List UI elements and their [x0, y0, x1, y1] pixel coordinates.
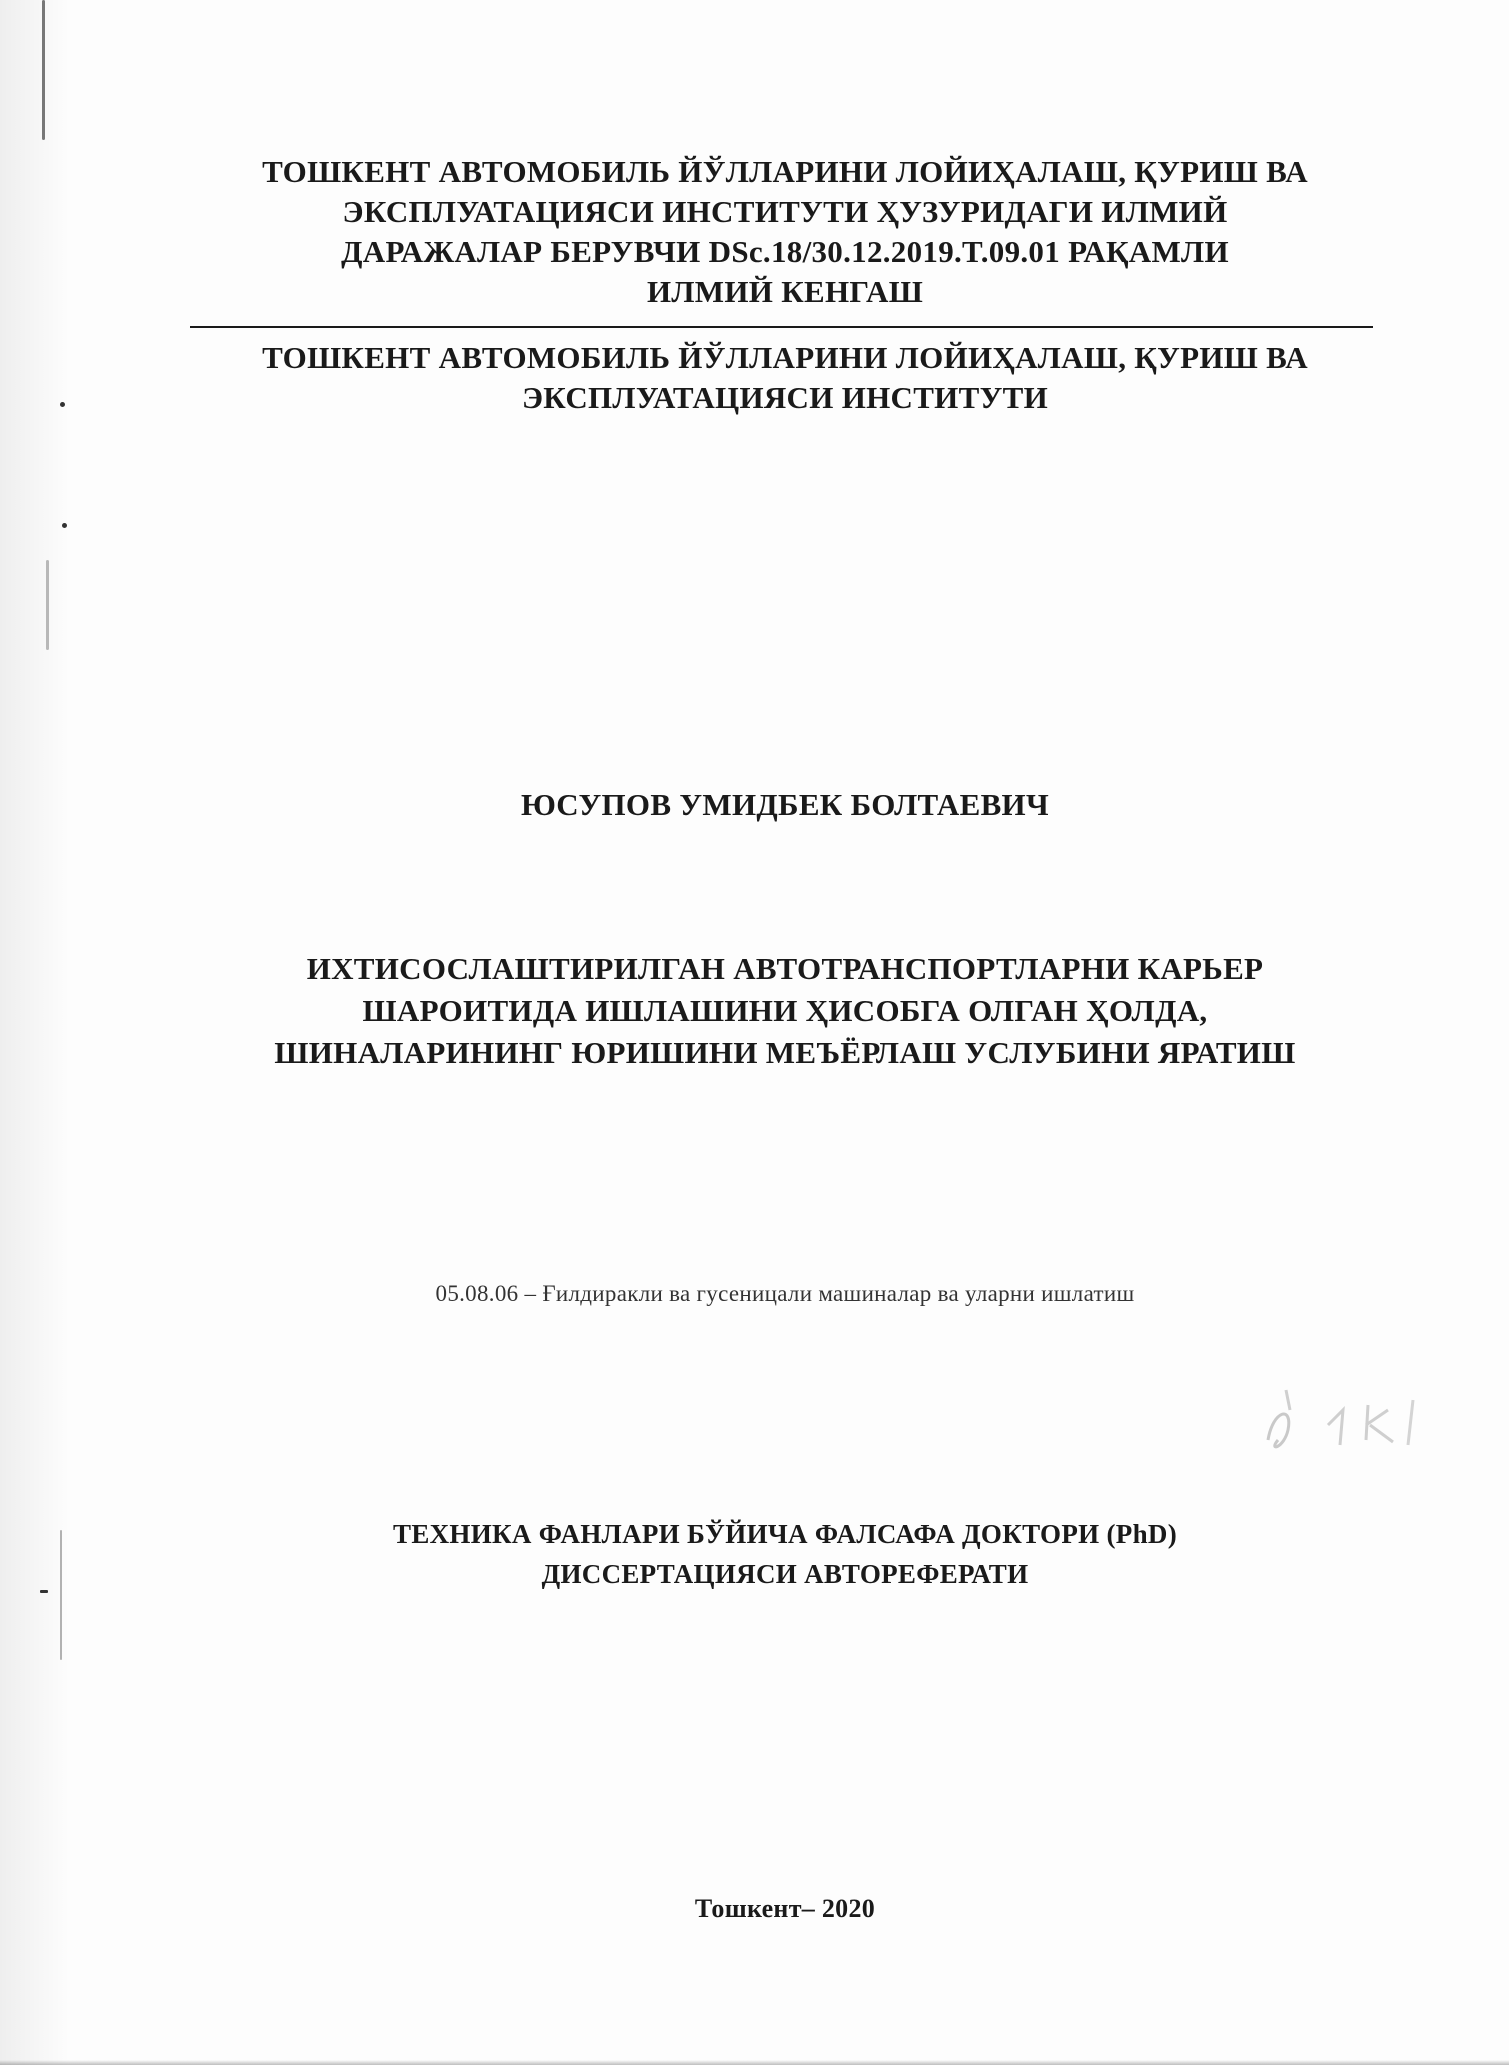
- title-line: ШАРОИТИДА ИШЛАШИНИ ҲИСОБГА ОЛГАН ҲОЛДА,: [362, 993, 1208, 1028]
- institute-heading: [190, 338, 1380, 418]
- scan-edge-shadow: [0, 0, 70, 2065]
- title-line: ШИНАЛАРИНИНГ ЮРИШИНИ МЕЪЁРЛАШ УСЛУБИНИ ЯРАТИШ: [274, 1035, 1296, 1070]
- scan-bottom-edge: [0, 2060, 1509, 2065]
- degree-heading: [190, 1514, 1380, 1594]
- council-line: ЭКСПЛУАТАЦИЯСИ ИНСТИТУТИ ҲУЗУРИДАГИ ИЛМИЙ: [342, 194, 1228, 229]
- scan-speck: [62, 523, 67, 528]
- scientific-council-heading: [190, 152, 1380, 312]
- degree-line: ДИССЕРТАЦИЯСИ АВТОРЕФЕРАТИ: [541, 1559, 1029, 1589]
- council-line: ИЛМИЙ КЕНГАШ: [646, 274, 924, 309]
- scan-edge-mark: [46, 560, 49, 650]
- scan-speck: [40, 1590, 48, 1593]
- council-line: ТОШКЕНТ АВТОМОБИЛЬ ЙЎЛЛАРИНИ ЛОЙИҲАЛАШ, ҚУРИШ ВА: [262, 154, 1308, 189]
- city-year: Тошкент– 2020: [694, 1894, 876, 1923]
- dissertation-title: [190, 948, 1380, 1074]
- scan-edge-mark: [42, 0, 45, 140]
- institute-line: ТОШКЕНТ АВТОМОБИЛЬ ЙЎЛЛАРИНИ ЛОЙИҲАЛАШ, ҚУРИШ ВА: [262, 340, 1308, 375]
- scan-edge-mark: [60, 1530, 62, 1660]
- title-line: ИХТИСОСЛАШТИРИЛГАН АВТОТРАНСПОРТЛАРНИ КАРЬЕР: [306, 951, 1264, 986]
- scan-speck: [60, 402, 65, 407]
- author-name: ЮСУПОВ УМИДБЕК БОЛТАЕВИЧ: [520, 787, 1050, 822]
- handwritten-mark: [1248, 1370, 1448, 1460]
- degree-line: ТЕХНИКА ФАНЛАРИ БЎЙИЧА ФАЛСАФА ДОКТОРИ (PhD): [393, 1519, 1177, 1549]
- heading-divider: [190, 326, 1373, 328]
- specialty-code: 05.08.06 – Ғилдиракли ва гусеницали машиналар ва уларни ишлатиш: [435, 1281, 1135, 1306]
- council-line: ДАРАЖАЛАР БЕРУВЧИ DSc.18/30.12.2019.T.09.01 РАҚАМЛИ: [341, 234, 1229, 269]
- institute-line: ЭКСПЛУАТАЦИЯСИ ИНСТИТУТИ: [521, 380, 1049, 415]
